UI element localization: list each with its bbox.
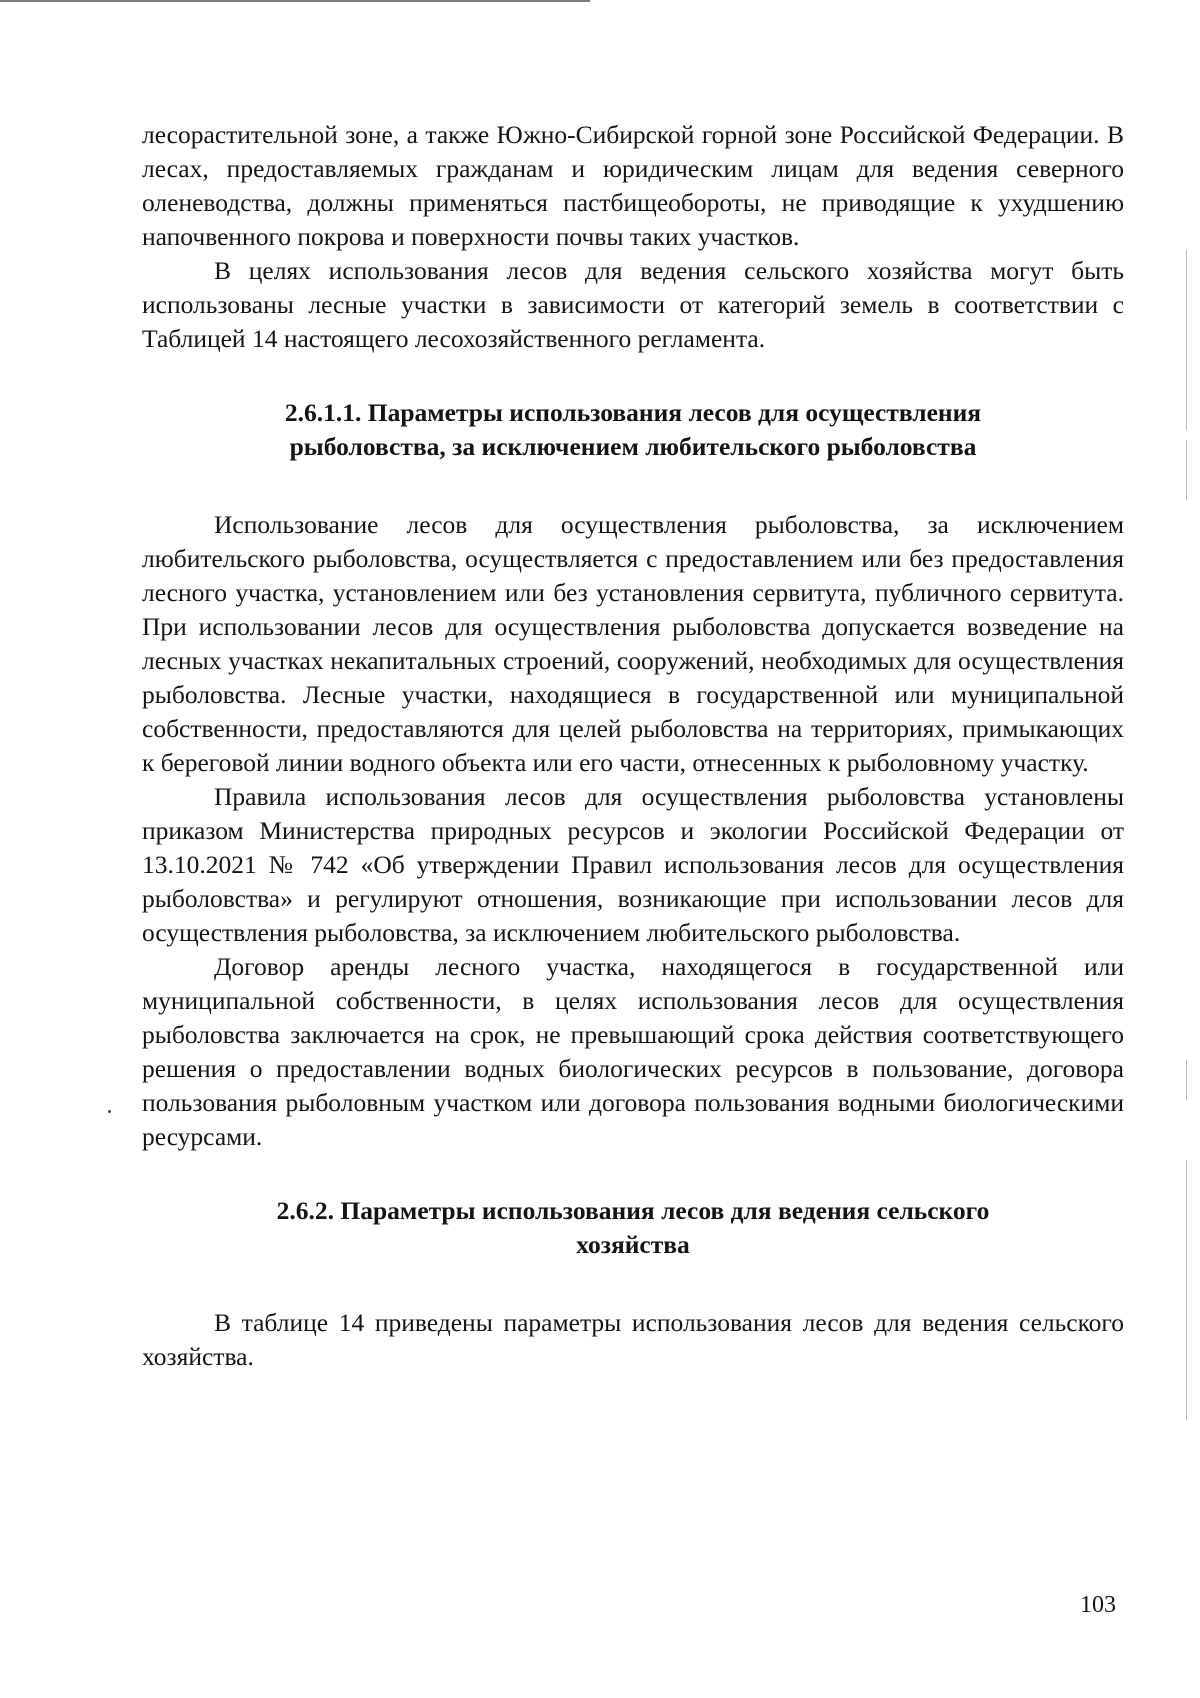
paragraph-fishing-use: Использование лесов для осуществления рыболовства, за исключением любительского рыболовства, осуществляется с предоставлением или без предоставления лесного участка, установлением или без установления сервитута, публичного сервитута. При использовании лесов для осуществления рыболовства допускается возведение на лесных участках некапитальных строений, сооружений, необходимых для осуществления рыболовства. Лесные участки, находящиеся в государственной или муниципальной собственности, предоставляются для целей рыболовства на территориях, примыкающих к береговой линии водного объекта или его части, отнесенных к рыболовному участку. xyxy=(142,510,1124,777)
scan-edge-right xyxy=(1186,250,1187,430)
paragraph-table-reference: В таблице 14 приведены параметры использования лесов для ведения сельского хозяйства. xyxy=(142,1308,1124,1371)
paragraph-fishing-rules: Правила использования лесов для осуществления рыболовства установлены приказом Министерства природных ресурсов и экологии Российской Федерации от 13.10.2021 № 742 «Об утверждении Правил использования лесов для осуществления рыболовства» и регулируют отношения, возникающие при использовании лесов для осуществления рыболовства, за исключением любительского рыболовства. xyxy=(142,782,1124,947)
paragraph-land-categories: В целях использования лесов для ведения сельского хозяйства могут быть использованы лесные участки в зависимости от категорий земель в соответствии с Таблицей 14 настоящего лесохозяйственного регламента. xyxy=(142,256,1124,353)
scan-edge-right xyxy=(1186,440,1187,500)
section-heading-2-6-1-1 xyxy=(142,396,1124,464)
section-heading-line: рыболовства, за исключением любительского рыболовства xyxy=(289,432,977,461)
section-heading-line: 2.6.2. Параметры использования лесов для ведения сельского xyxy=(276,1196,990,1225)
scan-edge-right xyxy=(1186,1060,1187,1100)
scan-edge-top xyxy=(0,0,590,2)
scan-dot xyxy=(108,1110,111,1113)
page-number: 103 xyxy=(1080,1592,1116,1618)
section-heading-line: 2.6.1.1. Параметры использования лесов для осуществления xyxy=(284,398,982,427)
paragraph-continuation: лесорастительной зоне, а также Южно-Сибирской горной зоне Российской Федерации. В лесах, предоставляемых гражданам и юридическим лицам для ведения северного оленеводства, должны применяться пастбищеобороты, не приводящие к ухудшению напочвенного покрова и поверхности почвы таких участков. xyxy=(142,120,1124,251)
scan-edge-right xyxy=(1186,1160,1187,1420)
section-heading-2-6-2 xyxy=(142,1194,1124,1262)
paragraph-lease-agreement: Договор аренды лесного участка, находящегося в государственной или муниципальной собственности, в целях использования лесов для осуществления рыболовства заключается на срок, не превышающий срока действия соответствующего решения о предоставлении водных биологических ресурсов в пользование, договора пользования рыболовным участком или договора пользования водными биологическими ресурсами. xyxy=(142,952,1124,1151)
section-heading-line: хозяйства xyxy=(576,1230,690,1259)
document-page xyxy=(142,118,1124,1374)
